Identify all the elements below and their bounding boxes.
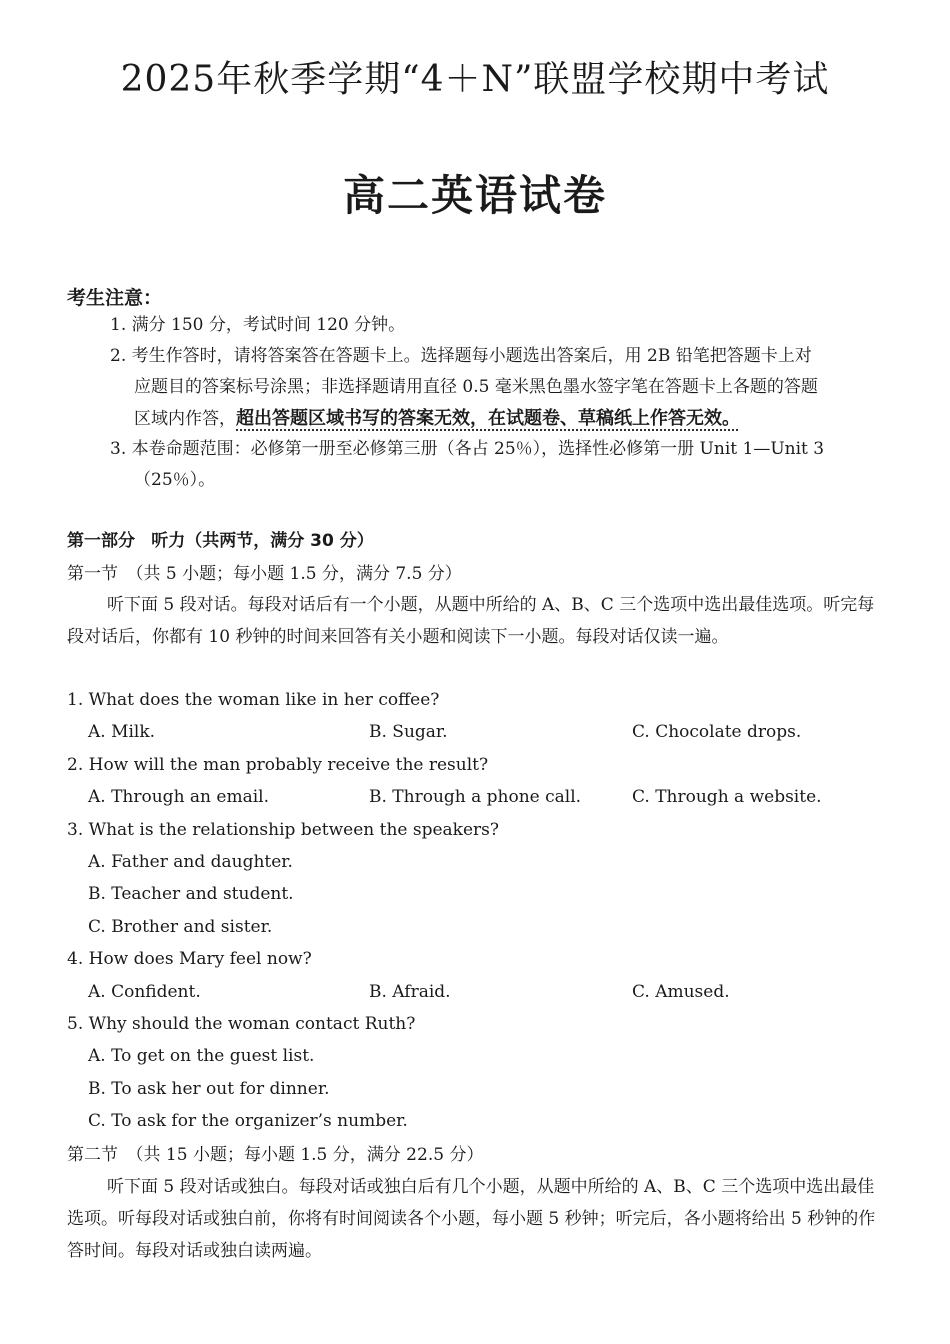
- part-heading: [67, 526, 374, 551]
- section-2-heading: 第二节 （共 15 小题；每小题 1.5 分，满分 22.5 分）: [67, 1145, 484, 1165]
- option-b: B. Through a phone call.: [369, 787, 582, 807]
- notice-item-2-line-2: 应题目的答案标号涂黑；非选择题请用直径 0.5 毫米黑色墨水签字笔在答题卡上各题的答题: [134, 377, 818, 397]
- section-1-instructions: 听下面 5 段对话。每段对话后有一个小题，从题中所给的 A、B、C 三个选项中选出最佳选项。听完每段对话后，你都有 10 秒钟的时间来回答有关小题和阅读下一小题。每段对话仅读一遍。: [67, 595, 875, 647]
- part-title: 听力（共两节，满分 30 分）: [151, 531, 374, 551]
- notice-item-3-line-1: 3. 本卷命题范围：必修第一册至必修第三册（各占 25％），选择性必修第一册 Unit 1—Unit 3: [110, 439, 825, 459]
- option-b: B. Teacher and student.: [88, 884, 294, 904]
- notice-item-3: [110, 434, 890, 496]
- option-a: A. To get on the guest list.: [88, 1046, 315, 1066]
- option-a: A. Father and daughter.: [88, 852, 293, 872]
- option-a: A. Confident.: [88, 982, 201, 1002]
- notice-item-2-line-3: [110, 403, 890, 435]
- notice-item-3-line-2: （25％）。: [134, 470, 216, 490]
- section-1-heading: 第一节 （共 5 小题；每小题 1.5 分，满分 7.5 分）: [67, 564, 462, 584]
- option-c: C. Amused.: [632, 982, 730, 1002]
- notice-item-2-line-1: 2. 考生作答时，请将答案答在答题卡上。选择题每小题选出答案后，用 2B 铅笔把答题卡上对: [110, 346, 812, 366]
- question-stem: 3. What is the relationship between the speakers?: [67, 820, 500, 840]
- notice-emphasis: 超出答题区域书写的答案无效，在试题卷、草稿纸上作答无效。: [236, 408, 740, 429]
- question-stem: 1. What does the woman like in her coffee?: [67, 690, 440, 710]
- question-stem: 4. How does Mary feel now?: [67, 949, 312, 969]
- option-a: A. Milk.: [88, 722, 156, 742]
- subject-title: 高二英语试卷: [342, 171, 607, 220]
- exam-title: 2025年秋季学期“4＋N”联盟学校期中考试: [120, 59, 830, 100]
- option-c: C. Brother and sister.: [88, 917, 273, 937]
- question-stem: 2. How will the man probably receive the result?: [67, 755, 489, 775]
- option-c: C. Through a website.: [632, 787, 822, 807]
- option-b: B. Afraid.: [369, 982, 451, 1002]
- option-c: C. Chocolate drops.: [632, 722, 802, 742]
- part-label: 第一部分: [67, 531, 135, 551]
- option-a: A. Through an email.: [88, 787, 269, 807]
- notice-heading: 考生注意：: [67, 287, 163, 309]
- question-stem: 5. Why should the woman contact Ruth?: [67, 1014, 416, 1034]
- notice-item-2: [110, 341, 890, 435]
- section-2-instructions: 听下面 5 段对话或独白。每段对话或独白后有几个小题，从题中所给的 A、B、C 三个选项中选出最佳选项。听每段对话或独白前，你将有时间阅读各个小题，每小题 5 秒钟；听完后，各小题将给出 5 秒钟的作答时间。每段对话或独白读两遍。: [67, 1177, 876, 1261]
- notice-item-2-line-3-text: 区域内作答，: [134, 409, 236, 429]
- option-c: C. To ask for the organizer’s number.: [88, 1111, 408, 1131]
- notice-item-1: 1. 满分 150 分，考试时间 120 分钟。: [110, 315, 406, 335]
- option-b: B. To ask her out for dinner.: [88, 1079, 330, 1099]
- option-b: B. Sugar.: [369, 722, 448, 742]
